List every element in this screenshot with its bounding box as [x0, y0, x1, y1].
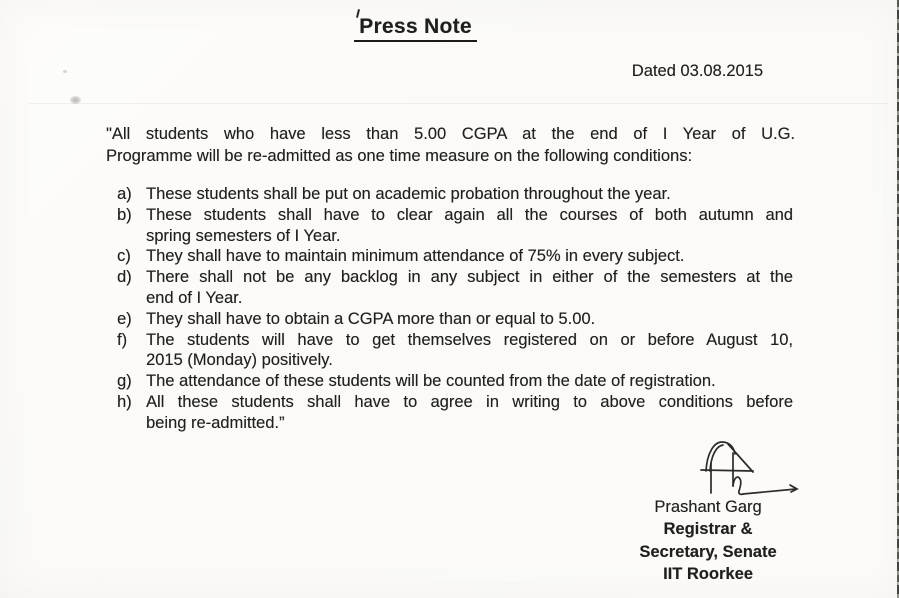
text-line: being re-admitted.” [146, 413, 285, 432]
title-row [0, 15, 899, 42]
condition-item-f [117, 330, 793, 372]
condition-text [146, 309, 793, 330]
condition-label: f) [117, 330, 128, 349]
condition-label: a) [117, 185, 132, 203]
text-line: These students shall have to clear again all the courses of both autumn and [146, 205, 793, 224]
text-line: The students will have to get themselves registered on or before August 10, [146, 330, 793, 349]
condition-text [146, 330, 793, 372]
condition-label: h) [117, 392, 132, 411]
signatory-title-line: IIT Roorkee [663, 565, 753, 584]
condition-item-g [117, 371, 793, 392]
signatory-title-line: Registrar & [663, 520, 753, 539]
condition-label: d) [117, 268, 132, 287]
condition-label: b) [117, 205, 132, 224]
condition-item-c [117, 246, 793, 267]
text-line: "All students who have less than 5.00 CGPA at the end of I Year of U.G. [106, 125, 795, 143]
condition-label: e) [117, 309, 132, 328]
condition-text [146, 205, 793, 247]
condition-text [146, 184, 793, 205]
scan-speck [63, 70, 67, 73]
condition-item-b [117, 205, 793, 247]
condition-item-h [117, 392, 793, 434]
signatory-title-line: Secretary, Senate [639, 542, 777, 561]
conditions-list [117, 184, 793, 434]
condition-label: g) [117, 372, 132, 391]
text-line: There shall not be any backlog in any subject in either of the semesters at the [146, 268, 793, 287]
condition-item-d [117, 267, 793, 309]
text-line: These students shall be put on academic probation throughout the year. [146, 185, 671, 203]
scan-streak [28, 103, 888, 104]
signature-scribble-icon [699, 439, 811, 499]
condition-text [146, 246, 793, 267]
condition-label: c) [117, 247, 131, 266]
text-line: They shall have to maintain minimum attendance of 75% in every subject. [146, 247, 685, 266]
document-title: Press Note [354, 15, 477, 42]
signature-block [638, 496, 778, 586]
text-line: spring semesters of I Year. [146, 226, 341, 245]
condition-text [146, 267, 793, 309]
condition-item-a [117, 184, 793, 205]
text-line: 2015 (Monday) positively. [146, 351, 333, 370]
text-line: All these students shall have to agree in writing to above conditions before [146, 392, 793, 411]
text-line: The attendance of these students will be counted from the date of registration. [146, 372, 716, 391]
text-line: Programme will be re-admitted as one time measure on the following conditions: [106, 147, 693, 165]
condition-text [146, 371, 793, 392]
condition-item-e [117, 309, 793, 330]
date-line: Dated 03.08.2015 [631, 62, 763, 80]
text-line: end of I Year. [146, 288, 243, 307]
signatory-name: Prashant Garg [654, 498, 762, 516]
intro-paragraph [106, 123, 795, 167]
text-line: They shall have to obtain a CGPA more than or equal to 5.00. [146, 309, 596, 328]
condition-text [146, 392, 793, 434]
